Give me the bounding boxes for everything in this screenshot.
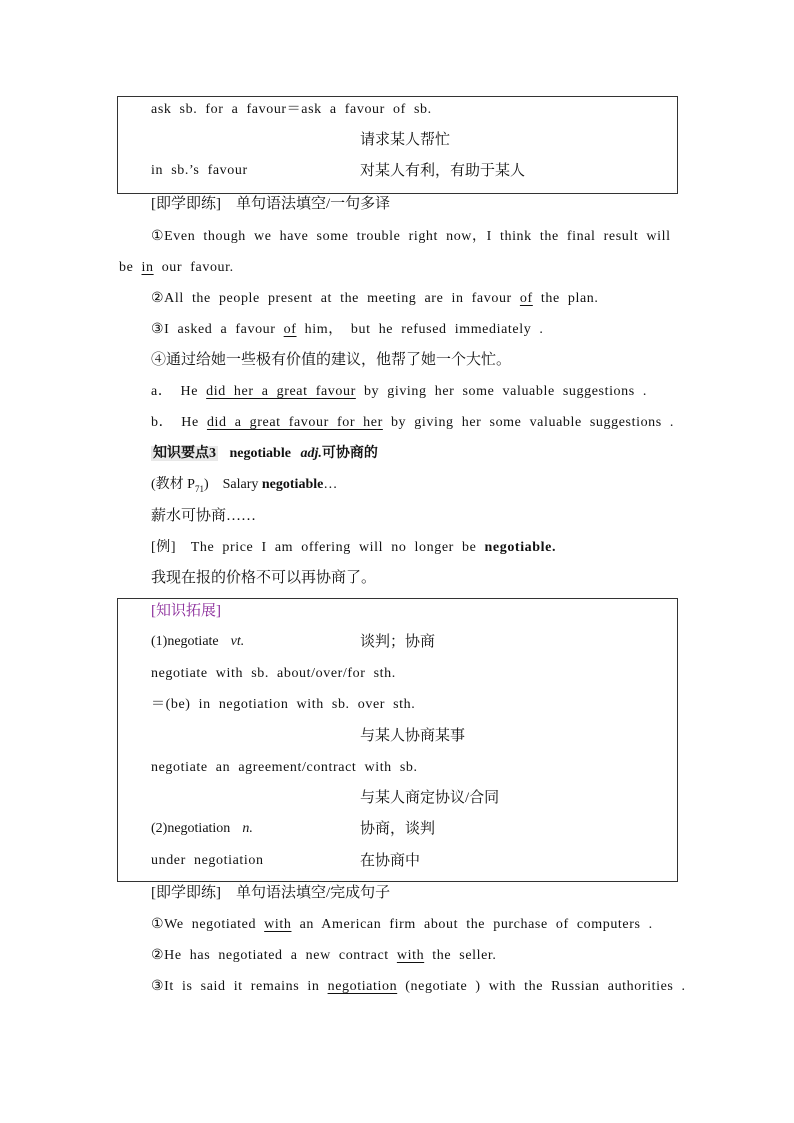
extension-row-3-cn: 与某人协商某事: [360, 728, 466, 744]
question-2-3: ③It is said it remains in negotiation (negotiate ) with the Russian authorities .: [151, 979, 686, 994]
extension-row-3: ＝(be) in negotiation with sb. over sth.: [151, 697, 416, 712]
answer-blank: did a great favour for her: [206, 415, 383, 430]
knowledge-point-heading: 知识要点3 negotiable adj.可协商的: [153, 446, 378, 461]
extension-row-5: (2)negotiation n.: [151, 821, 253, 836]
extension-row-6: under negotiation: [151, 853, 264, 868]
textbook-source: (教材 $P_{71}$) Salary negotiable…: [151, 477, 338, 494]
question-4: ④通过给她一些极有价值的建议，他帮了她一个大忙。: [151, 352, 512, 368]
answer-blank: did her a great favour: [206, 384, 356, 399]
example-sentence-cn: 我现在报的价格不可以再协商了。: [151, 570, 377, 586]
example-sentence: [例] The price I am offering will no longer be negotiable.: [151, 540, 557, 555]
answer-blank: of: [283, 322, 297, 337]
textbook-source-cn: 薪水可协商……: [151, 508, 257, 524]
answer-blank: with: [264, 917, 292, 932]
answer-blank: with: [396, 948, 425, 963]
question-4b: b． He did a great favour for her by giving her some valuable suggestions .: [151, 415, 675, 430]
extension-row-5-cn: 协商，谈判: [360, 821, 436, 837]
practice-heading-2: [即学即练] 单句语法填空/完成句子: [151, 885, 391, 901]
question-1-line-1: ①Even though we have some trouble right now，I think the final result will: [151, 229, 671, 244]
answer-blank: in: [141, 260, 154, 275]
question-2-1: ①We negotiated with an American firm about the purchase of computers .: [151, 917, 653, 932]
question-3: ③I asked a favour of him， but he refused immediately .: [151, 322, 544, 337]
question-2: ②All the people present at the meeting are in favour of the plan.: [151, 291, 599, 306]
knowledge-point-tag: 知识要点3: [153, 446, 216, 461]
question-1-line-2: be in our favour.: [119, 260, 234, 275]
answer-blank: negotiation: [327, 979, 398, 994]
extension-row-4: negotiate an agreement/contract with sb.: [151, 760, 418, 775]
extension-heading: [知识拓展]: [151, 603, 221, 619]
practice-heading-1: [即学即练] 单句语法填空/一句多译: [151, 196, 391, 212]
extension-row-1: (1)negotiate vt.: [151, 634, 245, 649]
phrase-in-favour: in sb.’s favour: [151, 163, 248, 178]
phrase-ask-favour-cn: 请求某人帮忙: [360, 132, 451, 148]
extension-row-2: negotiate with sb. about/over/for sth.: [151, 666, 396, 681]
extension-row-1-cn: 谈判；协商: [360, 634, 436, 650]
question-2-2: ②He has negotiated a new contract with the seller.: [151, 948, 497, 963]
extension-row-6-cn: 在协商中: [360, 853, 421, 869]
phrase-ask-favour: ask sb. for a favour＝ask a favour of sb.: [151, 102, 432, 117]
answer-blank: of: [519, 291, 533, 306]
extension-row-4-cn: 与某人商定协议/合同: [360, 790, 500, 806]
question-4a: a． He did her a great favour by giving her some valuable suggestions .: [151, 384, 648, 399]
phrase-in-favour-cn: 对某人有利，有助于某人: [360, 163, 526, 179]
